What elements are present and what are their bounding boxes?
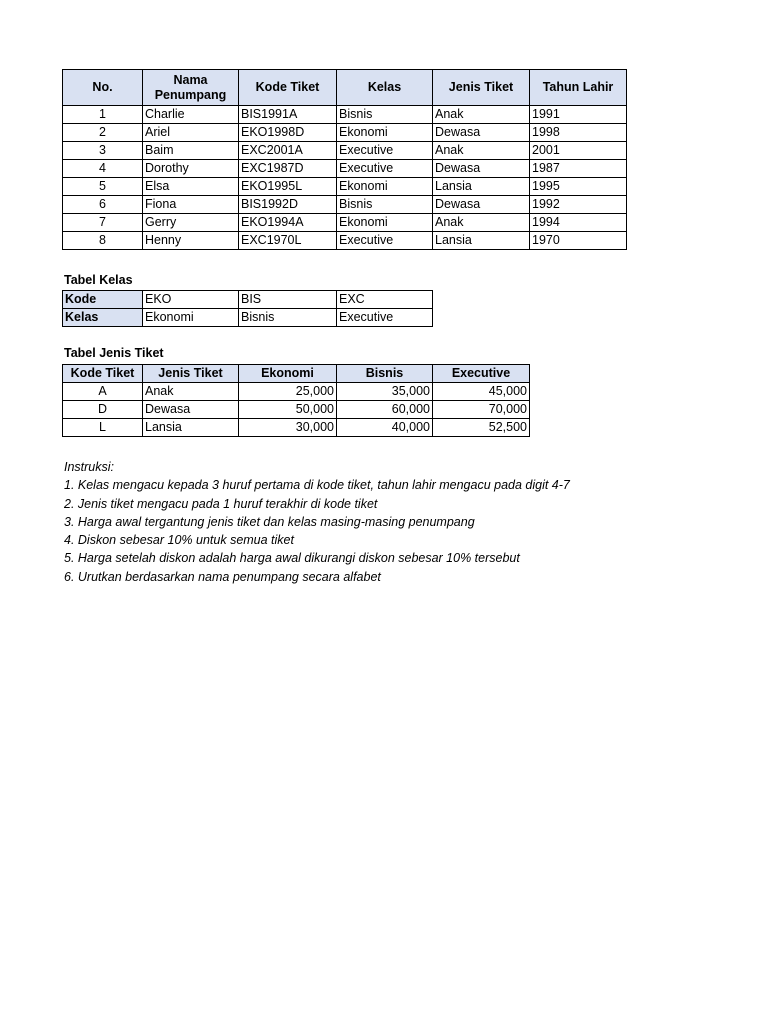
table-cell[interactable]: Anak xyxy=(143,383,239,401)
table-cell[interactable]: 2001 xyxy=(530,142,627,160)
table-cell[interactable]: Baim xyxy=(143,142,239,160)
instruction-item: 2. Jenis tiket mengacu pada 1 huruf terakhir di kode tiket xyxy=(64,496,378,511)
tabel-kelas-title: Tabel Kelas xyxy=(64,273,133,287)
table-row xyxy=(63,383,530,401)
tabel-jenis-tiket-header xyxy=(63,365,530,383)
instruction-item: 1. Kelas mengacu kepada 3 huruf pertama di kode tiket, tahun lahir mengacu pada digit 4-7 xyxy=(64,478,570,493)
col-header-kode-tiket[interactable]: Kode Tiket xyxy=(63,365,143,383)
table-cell[interactable]: 6 xyxy=(63,196,143,214)
table-cell[interactable]: A xyxy=(63,383,143,401)
table-row xyxy=(63,124,627,142)
table-cell[interactable]: 35,000 xyxy=(337,383,433,401)
instructions xyxy=(64,458,570,586)
table-row xyxy=(63,291,433,309)
table-cell[interactable]: 1970 xyxy=(530,232,627,250)
table-cell[interactable]: 52,500 xyxy=(433,419,530,437)
table-cell[interactable]: 1 xyxy=(63,106,143,124)
passenger-table-header xyxy=(63,70,627,106)
table-cell[interactable]: Lansia xyxy=(143,419,239,437)
table-cell[interactable]: EKO xyxy=(143,291,239,309)
table-cell[interactable]: Ekonomi xyxy=(337,214,433,232)
table-cell[interactable]: Executive xyxy=(337,142,433,160)
col-header-bisnis[interactable]: Bisnis xyxy=(337,365,433,383)
table-cell[interactable]: 5 xyxy=(63,178,143,196)
table-row xyxy=(63,178,627,196)
table-cell[interactable]: Bisnis xyxy=(337,106,433,124)
instruction-item: 4. Diskon sebesar 10% untuk semua tiket xyxy=(64,533,294,548)
table-cell[interactable]: Executive xyxy=(337,309,433,327)
table-cell[interactable]: Ekonomi xyxy=(337,178,433,196)
col-header-ekonomi[interactable]: Ekonomi xyxy=(239,365,337,383)
table-cell[interactable]: BIS1991A xyxy=(239,106,337,124)
col-header-kelas[interactable]: Kelas xyxy=(337,70,433,106)
table-cell[interactable]: EKO1994A xyxy=(239,214,337,232)
table-cell[interactable]: BIS1992D xyxy=(239,196,337,214)
table-cell[interactable]: 2 xyxy=(63,124,143,142)
table-cell[interactable]: Charlie xyxy=(143,106,239,124)
passenger-table xyxy=(62,69,627,250)
table-row xyxy=(63,160,627,178)
table-cell[interactable]: 1992 xyxy=(530,196,627,214)
table-cell[interactable]: Ariel xyxy=(143,124,239,142)
table-cell[interactable]: 8 xyxy=(63,232,143,250)
table-cell[interactable]: Fiona xyxy=(143,196,239,214)
table-cell[interactable]: 1994 xyxy=(530,214,627,232)
table-cell[interactable]: 40,000 xyxy=(337,419,433,437)
table-cell[interactable]: Dewasa xyxy=(433,196,530,214)
table-row xyxy=(63,419,530,437)
table-cell[interactable]: EKO1998D xyxy=(239,124,337,142)
col-header-jenis-tiket[interactable]: Jenis Tiket xyxy=(433,70,530,106)
table-cell[interactable]: D xyxy=(63,401,143,419)
table-cell[interactable]: 1991 xyxy=(530,106,627,124)
table-cell[interactable]: Dewasa xyxy=(433,124,530,142)
table-cell[interactable]: Henny xyxy=(143,232,239,250)
table-cell[interactable]: 1987 xyxy=(530,160,627,178)
table-row xyxy=(63,142,627,160)
table-cell[interactable]: L xyxy=(63,419,143,437)
table-cell[interactable]: Gerry xyxy=(143,214,239,232)
table-cell[interactable]: Ekonomi xyxy=(143,309,239,327)
col-header-jenis-tiket[interactable]: Jenis Tiket xyxy=(143,365,239,383)
instructions-heading: Instruksi: xyxy=(64,460,115,474)
table-cell[interactable]: 60,000 xyxy=(337,401,433,419)
table-cell[interactable]: Ekonomi xyxy=(337,124,433,142)
table-cell[interactable]: EKO1995L xyxy=(239,178,337,196)
table-cell[interactable]: 3 xyxy=(63,142,143,160)
instruction-item: 3. Harga awal tergantung jenis tiket dan kelas masing-masing penumpang xyxy=(64,514,475,529)
table-row xyxy=(63,214,627,232)
table-cell[interactable]: 45,000 xyxy=(433,383,530,401)
table-cell[interactable]: 25,000 xyxy=(239,383,337,401)
table-cell[interactable]: 50,000 xyxy=(239,401,337,419)
instruction-item: 5. Harga setelah diskon adalah harga awal dikurangi diskon sebesar 10% tersebut xyxy=(64,551,520,566)
table-cell[interactable]: Executive xyxy=(337,160,433,178)
passenger-table-body xyxy=(63,106,627,250)
table-cell[interactable]: BIS xyxy=(239,291,337,309)
table-cell[interactable]: Bisnis xyxy=(239,309,337,327)
tabel-jenis-tiket xyxy=(62,364,530,437)
table-cell[interactable]: 4 xyxy=(63,160,143,178)
col-header-nama-penumpang[interactable]: Nama Penumpang xyxy=(143,70,239,106)
table-cell[interactable]: EXC xyxy=(337,291,433,309)
table-cell[interactable]: Kode xyxy=(63,291,143,309)
table-cell[interactable]: Elsa xyxy=(143,178,239,196)
tabel-jenis-tiket-body xyxy=(63,383,530,437)
table-cell[interactable]: Anak xyxy=(433,214,530,232)
table-cell[interactable]: Lansia xyxy=(433,232,530,250)
tabel-jenis-tiket-title: Tabel Jenis Tiket xyxy=(64,346,164,360)
table-cell[interactable]: Dewasa xyxy=(433,160,530,178)
table-row xyxy=(63,196,627,214)
tabel-kelas-body xyxy=(63,291,433,327)
table-cell[interactable]: Executive xyxy=(337,232,433,250)
table-row xyxy=(63,309,433,327)
table-row xyxy=(63,106,627,124)
table-cell[interactable]: EXC1970L xyxy=(239,232,337,250)
table-cell[interactable]: EXC1987D xyxy=(239,160,337,178)
table-row xyxy=(63,401,530,419)
table-row xyxy=(63,232,627,250)
col-header-no[interactable]: No. xyxy=(63,70,143,106)
instruction-item: 6. Urutkan berdasarkan nama penumpang secara alfabet xyxy=(64,569,381,584)
table-cell[interactable]: 70,000 xyxy=(433,401,530,419)
col-header-tahun-lahir[interactable]: Tahun Lahir xyxy=(530,70,627,106)
tabel-kelas xyxy=(62,290,433,327)
table-cell[interactable]: Kelas xyxy=(63,309,143,327)
col-header-kode-tiket[interactable]: Kode Tiket xyxy=(239,70,337,106)
table-cell[interactable]: Anak xyxy=(433,106,530,124)
table-cell[interactable]: 30,000 xyxy=(239,419,337,437)
col-header-executive[interactable]: Executive xyxy=(433,365,530,383)
table-cell[interactable]: Anak xyxy=(433,142,530,160)
table-cell[interactable]: Dewasa xyxy=(143,401,239,419)
table-cell[interactable]: 1998 xyxy=(530,124,627,142)
table-cell[interactable]: 7 xyxy=(63,214,143,232)
table-cell[interactable]: Bisnis xyxy=(337,196,433,214)
table-cell[interactable]: Dorothy xyxy=(143,160,239,178)
table-cell[interactable]: Lansia xyxy=(433,178,530,196)
table-cell[interactable]: EXC2001A xyxy=(239,142,337,160)
table-cell[interactable]: 1995 xyxy=(530,178,627,196)
